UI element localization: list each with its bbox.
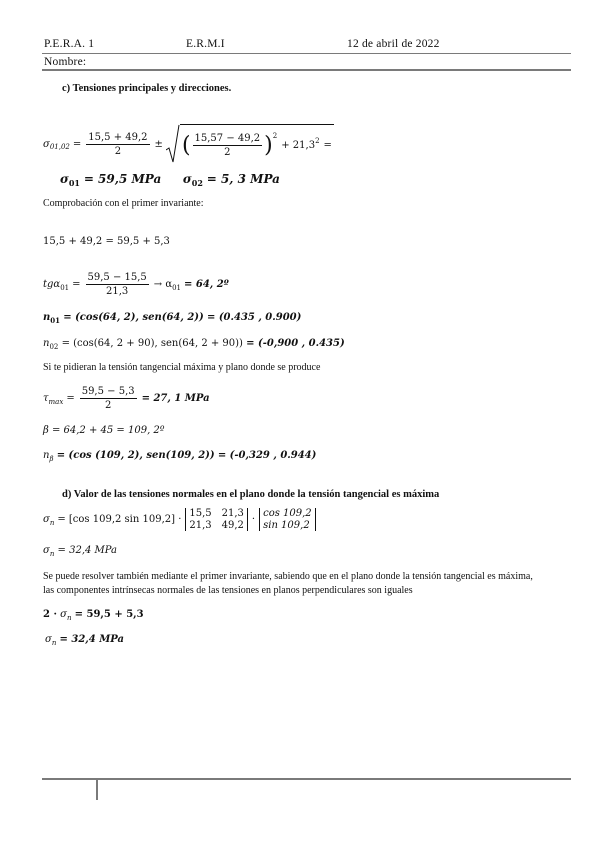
principal-stress-results: $\sigma_{01} = 59,5$ MPa $\sigma_{02} = 5$, 3 MPa xyxy=(60,172,280,188)
stress-matrix: 15,5 21,3 21,3 49,2 xyxy=(185,508,248,531)
sqrt-sign: ( $\frac{15,57 - 49,2}{2}$ ) 2 + 21,3 2 = xyxy=(166,124,334,164)
footer-tick xyxy=(96,778,98,800)
nbeta-value: = (-0,329 , 0.944) xyxy=(217,450,317,461)
n02-value: = (-0,900 , 0.435) xyxy=(246,338,345,349)
alpha-01-value: = 64, 2º xyxy=(184,279,229,290)
principal-stress-equation: σ 01,02 = $\frac{15,5 + 49,2}{2}$ ± ( $\frac{15,57 - 49,2}{2}$ ) 2 + 21,3 2 = xyxy=(43,124,334,164)
check-invariant-equation: 15,5 + 49,2 = 59,5 + 5,3 xyxy=(43,236,170,247)
header-rule-bottom xyxy=(42,69,571,71)
sigma-01-value: = 59,5 MPa xyxy=(83,172,162,186)
tmax-value: = 27, 1 MPa xyxy=(141,393,210,404)
nbeta-equation: $n_\beta = (\cos$ (109, 2), sen(109, 2)) = (-0,329 , 0.944) xyxy=(43,450,317,463)
sigma-02-value: = 5, 3 MPa xyxy=(206,172,280,186)
n01-value: = (0.435 , 0.900) xyxy=(206,312,302,323)
header-subject: E.R.M.I xyxy=(186,38,225,50)
n02-equation: $n_{02} = (\cos(64$, 2 + 90), sen(64, 2 + 90)) = (-0,900 , 0.435) xyxy=(43,338,345,351)
invariant-paragraph: Se puede resolver también mediante el primer invariante, sabiendo que en el plano donde la tensión tangencial es máxima, las componentes intrínsecas normales de las tensiones en planos perpendiculares son iguales xyxy=(43,571,533,596)
direction-vector: cos 109,2 sin 109,2 xyxy=(259,508,316,531)
tg-alpha-equation: tgα 01 = $\frac{59,5 - 15,5}{21,3}$ → α 01 = 64, 2º xyxy=(43,272,229,297)
header-date: 12 de abril de 2022 xyxy=(347,38,440,50)
name-label: Nombre: xyxy=(44,56,87,68)
header-rule-top xyxy=(42,53,571,54)
sigma-n-result-2: $\sigma_n = 32,4$ MPa xyxy=(45,634,125,647)
eq1-fraction: $\frac{15,5 + 49,2}{2}$ xyxy=(88,131,148,157)
eq1-pm: ± xyxy=(154,138,163,150)
footer-rule xyxy=(42,778,571,780)
eq1-lhs: σ xyxy=(43,138,50,150)
section-d-title: d) Valor de las tensiones normales en el plano donde la tensión tangencial es máxima xyxy=(62,489,440,500)
section-c-title: c) Tensiones principales y direcciones. xyxy=(62,83,232,94)
sigma-n-result-1: $\sigma_n = 32,4$ MPa xyxy=(43,545,118,558)
sigma-n-matrix-equation: σ n = [cos 109,2 sin 109,2] · 15,5 21,3 21,3 49,2 · cos 109,2 sin 109,2 xyxy=(43,508,316,531)
tmax-text: Si te pidieran la tensión tangencial máxima y plano donde se produce xyxy=(43,362,321,373)
header-course: P.E.R.A. 1 xyxy=(44,38,95,50)
n01-equation: $n_{01} = (\cos(64$, 2), sen(64, 2)) = (0.435 , 0.900) xyxy=(43,312,302,325)
tmax-equation: τ max = $\frac{59,5 - 5,3}{2}$ = 27, 1 MPa xyxy=(43,386,210,411)
eq1-lhs-sub: 01,02 xyxy=(49,143,70,151)
check-invariant-text: Comprobación con el primer invariante: xyxy=(43,198,204,209)
invariant-equation: $2 \cdot \sigma_n = 59,5 + 5,3$ xyxy=(43,609,144,622)
beta-equation: β = 64,2 + 45 = 109, 2º xyxy=(43,425,165,436)
